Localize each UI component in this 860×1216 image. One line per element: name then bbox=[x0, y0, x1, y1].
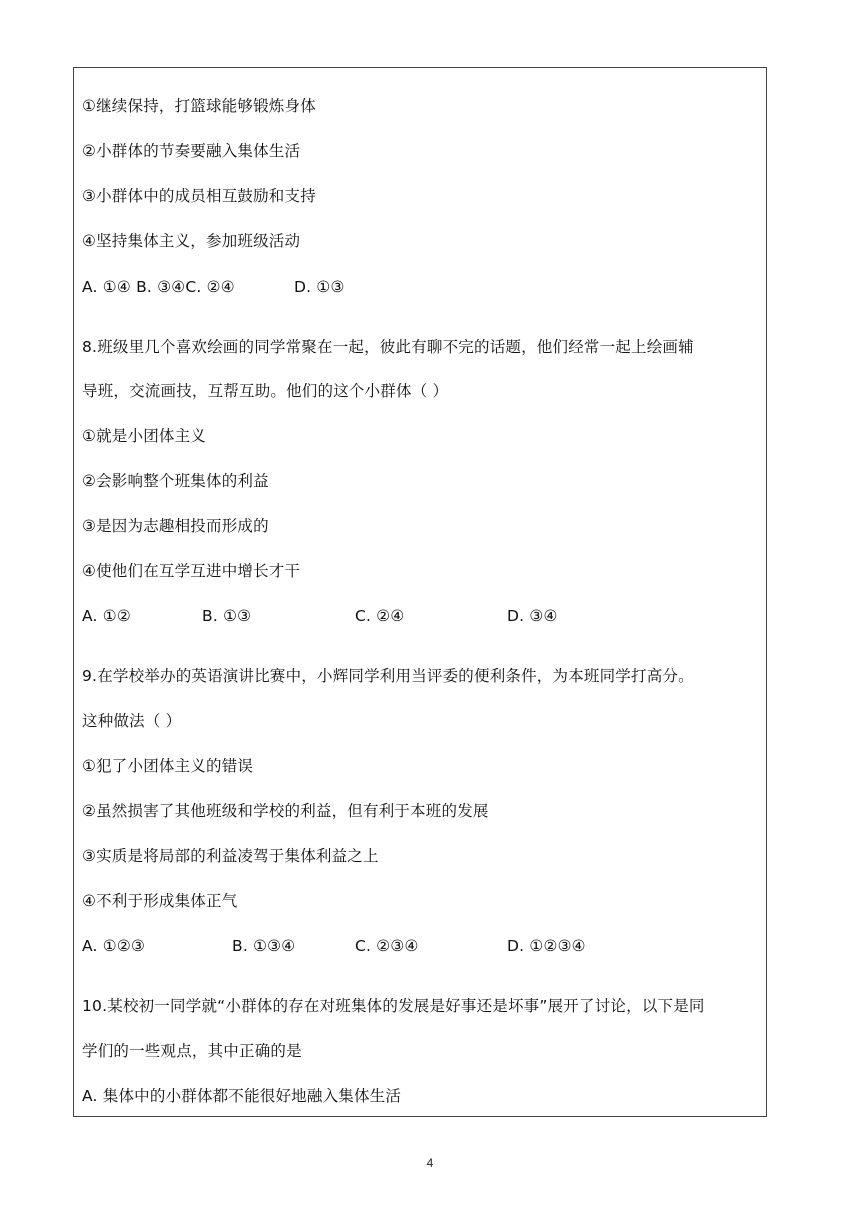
q9-item-4: ④不利于形成集体正气 bbox=[82, 892, 238, 910]
q8-stem-line-1: 8.班级里几个喜欢绘画的同学常聚在一起，彼此有聊不完的话题，他们经常一起上绘画辅 bbox=[82, 338, 694, 356]
q7-item-4: ④坚持集体主义，参加班级活动 bbox=[82, 232, 301, 250]
content-table-border bbox=[73, 67, 767, 1117]
q8-item-2: ②会影响整个班集体的利益 bbox=[82, 472, 269, 490]
q10-option-a: A. 集体中的小群体都不能很好地融入集体生活 bbox=[82, 1087, 402, 1105]
q7-option-d: D. ①③ bbox=[294, 278, 345, 296]
q8-option-c: C. ②④ bbox=[355, 607, 405, 625]
page-number: 4 bbox=[426, 1156, 434, 1170]
q8-option-a: A. ①② bbox=[82, 607, 131, 625]
q8-stem-line-2: 导班，交流画技，互帮互助。他们的这个小群体（ ） bbox=[82, 382, 449, 400]
q9-item-1: ①犯了小团体主义的错误 bbox=[82, 757, 254, 775]
q9-option-c: C. ②③④ bbox=[355, 937, 419, 955]
q9-option-a: A. ①②③ bbox=[82, 937, 146, 955]
q7-item-3: ③小群体中的成员相互鼓励和支持 bbox=[82, 187, 316, 205]
q7-options-abc: A. ①④ B. ③④C. ②④ bbox=[82, 278, 235, 296]
q8-item-1: ①就是小团体主义 bbox=[82, 427, 206, 445]
q8-item-3: ③是因为志趣相投而形成的 bbox=[82, 517, 269, 535]
q8-option-b: B. ①③ bbox=[202, 607, 252, 625]
q10-stem-line-1: 10.某校初一同学就“小群体的存在对班集体的发展是好事还是坏事”展开了讨论，以下是同 bbox=[82, 997, 705, 1015]
q7-item-2: ②小群体的节奏要融入集体生活 bbox=[82, 142, 301, 160]
q10-stem-line-2: 学们的一些观点，其中正确的是 bbox=[82, 1042, 302, 1060]
q9-option-d: D. ①②③④ bbox=[507, 937, 586, 955]
q8-item-4: ④使他们在互学互进中增长才干 bbox=[82, 562, 301, 580]
q9-item-2: ②虽然损害了其他班级和学校的利益，但有利于本班的发展 bbox=[82, 802, 489, 820]
q7-item-1: ①继续保持，打篮球能够锻炼身体 bbox=[82, 97, 316, 115]
q9-option-b: B. ①③④ bbox=[232, 937, 296, 955]
q9-item-3: ③实质是将局部的利益凌驾于集体利益之上 bbox=[82, 847, 379, 865]
q8-option-d: D. ③④ bbox=[507, 607, 558, 625]
q9-stem-line-1: 9.在学校举办的英语演讲比赛中，小辉同学利用当评委的便利条件，为本班同学打高分。 bbox=[82, 667, 694, 685]
q9-stem-line-2: 这种做法（ ） bbox=[82, 712, 182, 730]
